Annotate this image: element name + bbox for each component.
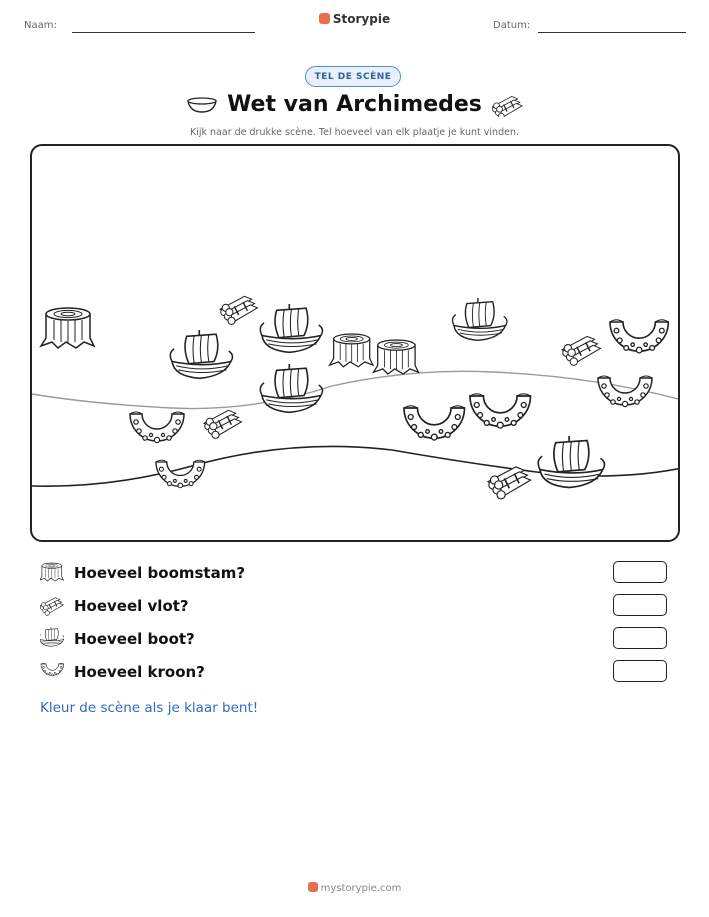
boat-icon [260,304,322,352]
boat-icon [170,330,232,378]
page-title: Wet van Archimedes [227,92,482,117]
crown-icon [610,320,668,353]
scene-illustration [32,146,680,542]
footer [0,882,709,894]
name-field[interactable] [72,32,255,33]
crown-icon [130,412,184,443]
boat-icon [538,436,604,488]
raft-icon [204,410,241,438]
storypie-logo-icon [308,882,318,892]
crown-icon [404,406,464,440]
question-label: Hoeveel vlot? [74,597,189,615]
raft-icon [562,336,600,365]
date-label: Datum: [493,20,531,31]
subtitle: Kijk naar de drukke scène. Tel hoeveel van elk plaatje je kunt vinden. [190,127,519,138]
date-field[interactable] [538,32,686,33]
raft-title-icon [492,93,524,117]
name-label: Naam: [24,20,57,31]
storypie-logo-icon [319,13,330,24]
answer-box-boat[interactable] [613,627,667,649]
water-line-upper [32,371,680,408]
answer-box-raft[interactable] [613,594,667,616]
footer-url[interactable]: mystorypie.com [320,883,402,894]
stump-icon [330,334,373,367]
crown-icon [156,460,205,488]
raft-icon [40,594,64,618]
raft-icon [220,296,257,324]
boat-icon [453,298,507,340]
question-row-boat [40,627,680,653]
question-row-crown [40,660,680,686]
crown-icon [40,660,64,684]
stump-icon [40,561,64,585]
question-row-stump [40,561,680,587]
answer-box-crown[interactable] [613,660,667,682]
stump-icon [373,340,418,374]
raft-icon [488,467,531,499]
brand-logo: Storypie [0,12,709,26]
question-row-raft [40,594,680,620]
crown-icon [470,394,530,428]
coloring-instruction: Kleur de scène als je klaar bent! [40,700,259,716]
answer-box-stump[interactable] [613,561,667,583]
question-label: Hoeveel boot? [74,630,195,648]
question-label: Hoeveel kroon? [74,663,205,681]
stump-icon [41,308,94,348]
question-label: Hoeveel boomstam? [74,564,246,582]
search-scene[interactable] [30,144,680,542]
boat-icon [40,627,64,651]
scene-badge: TEL DE SCÈNE [305,66,401,87]
crown-icon [598,376,652,407]
boat-icon [260,364,322,412]
